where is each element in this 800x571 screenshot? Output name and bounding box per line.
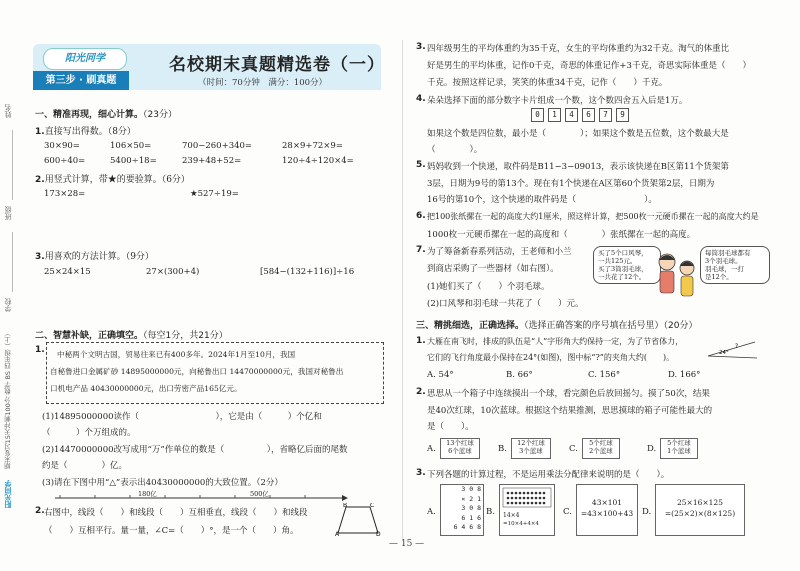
question-text: 1000枚一元硬币摞在一起的高度和（ ）张纸摞在一起的高度。 [427,230,696,240]
fill-blank: （ ）互相平行。量一量，∠C=（ ）°，是一个（ ）角。 [44,526,299,536]
choice-letter[interactable]: B. [498,444,507,454]
calc-line: 14×4 [503,512,520,519]
geese-angle-figure [705,336,760,362]
ball-box-d[interactable]: 5个红球 1个蓝球 [660,438,698,459]
box-line: 中秘两个文明古国，贸易往来已有400多年。2024年1月至10月，我国 [57,350,296,359]
choice-letter[interactable]: A. [427,507,436,517]
section-3-heading: 三、精挑细选，正确选择。（选择正确答案的序号填在括号里）（20分） [416,321,698,331]
question-text: 妈妈收到一个快递，取件码是B11−3−09013，表示该快递在B区第11个货架第 [427,162,729,172]
sidebar-line [12,130,13,200]
paper-title: 名校期末真题精选卷（一） [169,55,385,75]
choice-letter[interactable]: C. [563,507,572,517]
fill-blank: （ ）个万组成的。 [42,428,136,438]
page-number: — 15 — [389,539,425,549]
digit-card: 6 [582,108,595,122]
bubble-line: 一共125元。 [598,257,637,265]
calc-item: 173×28= [44,189,86,199]
choice-letter[interactable]: B. [486,507,495,517]
question-text: 16号的第10个，这个快递的取件码是（ ）。 [427,195,657,205]
calc-item: 30×90= [44,141,80,151]
question-text: 为了筹备新春系列活动，王老师和小兰 [427,247,572,257]
calc-option-b[interactable] [499,484,555,536]
school-label: 学校 [4,298,12,312]
box-line: 口机电产品 40430000000元，出口劳密产品165亿元。 [50,384,242,393]
question-text: （ ）。 [427,145,483,155]
svg-text:24°: 24° [719,350,729,356]
question-text: 3层，日期为9号的第13个。现在有1个快递在A区第60个货架第2层，日期为 [427,179,715,189]
svg-text:?: ? [735,343,739,350]
choice-option[interactable]: C. 156° [588,370,621,380]
box-line: 自秘鲁进口金属矿砂 14895000000元，向秘鲁出口 14470000000元，我国对秘鲁出 [50,367,344,376]
axis-label-180: 180亿 [138,490,157,498]
choice-letter[interactable]: D. [642,507,652,517]
question-2-2-number: 2. [35,506,45,516]
class-label: 班级 [4,206,12,220]
question-2-1-number: 1. [35,345,45,355]
svg-text:D: D [376,531,381,537]
calc-item: 28×9+72×9= [282,141,343,151]
question-1-1: 1.直接写出得数。（8分） [35,127,136,137]
choice-letter[interactable]: D. [647,444,657,454]
calc-item: 5400÷18= [110,156,157,166]
digit-card: 7 [599,108,612,122]
fill-blank: (3)请在下图中用“△”表示出40430000000的大致位置。（2分） [42,478,283,488]
question-2-5-number: 5. [416,160,426,170]
choice-option[interactable]: A. 54° [427,370,454,380]
fill-blank: 约是（ ）亿。 [42,461,128,471]
bubble-line: 一共花了12个。 [598,273,646,281]
question-text: (1)她们买了（ ）个羽毛球。 [427,282,550,292]
digit-card: 0 [531,108,544,122]
question-text: 到商店采购了一些器材（如右图）。 [427,264,559,274]
speech-bubble-student [700,246,770,284]
question-2-3-number: 3. [416,42,426,52]
choice-1-number: 1. [416,336,426,346]
choice-2-number: 2. [416,387,426,397]
calc-item: ★527÷19= [190,189,239,199]
calc-item: 25×24×15 [44,267,91,277]
number-line [50,489,350,503]
question-text: (2)口风琴和羽毛球一共花了（ ）元。 [427,299,584,309]
question-2-4-number: 4. [416,94,426,104]
digit-card: 9 [616,108,629,122]
calc-line: =43×100+43 [580,509,634,518]
trade-info-box [46,342,384,404]
question-text: 大雁在南飞时，排成的队伍是“人”字形角大约保持一定，为了节省体力， [427,337,684,346]
fill-blank: (1)14895000000读作（ ），它是由（ ）个亿和 [42,412,322,422]
calc-item: 239+48+52= [182,156,242,166]
question-text: 思思从一个箱子中连续摸出一个球，看完颜色后放回摇匀。摸了50次，结果 [427,389,710,399]
ball-box-b[interactable]: 12个红球 3个蓝球 [511,438,551,459]
question-text: 把100张纸摞在一起的高度大约1厘米，照这样计算，把500枚一元硬币摞在一起的高度大约是 [427,212,759,221]
calc-item: 700−260+340= [182,141,253,151]
ball-box-c[interactable]: 5个红球 2个蓝球 [582,438,620,459]
digit-card: 1 [548,108,561,122]
speech-bubble-teacher [593,246,661,284]
svg-text:B: B [343,503,348,509]
section-2-heading: 二、智慧补缺，正确填空。（每空1分，共21分） [35,331,228,341]
trapezoid-figure [334,503,382,537]
question-text: 好是男生的平均体重，记作0千克，奇思的体重记作+3千克，奇思实际体重是（ ） [427,61,751,71]
question-2-7-number: 7. [416,245,426,255]
dot-array-figure [502,487,552,509]
question-text: 它们的飞行角度最小保持在24°(如图)，图中标“?”的夹角大约( )。 [427,353,675,362]
step-badge: 第三步 · 刷真题 [33,71,129,90]
book-footer: 期末复习15天冲刺100分 数学 BS 四年级（上） [4,330,12,470]
choice-3-number: 3. [416,468,426,478]
choice-option[interactable]: B. 66° [506,370,533,380]
brand-logo: 阳光同学 [4,480,12,508]
bubble-line: 买了5个口风琴， [598,249,648,257]
calc-line: =10×4+4×4 [503,521,539,527]
question-2-6-number: 6. [416,211,426,221]
question-text: 是40次红球，10次蓝球。根据这个结果推测，思思摸球的箱子可能性最大的 [427,406,713,416]
paper-subtitle: （时间：70分钟 满分：100分） [198,78,328,88]
question-1-2: 2.用竖式计算，带★的要验算。（6分） [35,175,190,185]
characters-illustration [655,248,699,304]
fill-blank: 右图中，线段（ ）和线段（ ）互相垂直，线段（ ）和线段 [44,508,308,518]
axis-label-500: 500亿 [250,490,269,498]
digit-card: 4 [565,108,578,122]
ball-box-a[interactable]: 13个红球 6个蓝球 [440,438,480,459]
bubble-line: 是12个。 [705,273,733,281]
bubble-line: 羽毛球，一打 [705,265,744,273]
fill-blank: (2)14470000000改写成用“万”作单位的数是（ ），省略亿后面的尾数 [42,445,348,455]
choice-letter[interactable]: C. [569,444,578,454]
calc-line: 25×16×125 [677,498,723,507]
bubble-line: 买了3筒羽毛球， [598,265,648,273]
question-text: 下列各题的计算过程，不是运用乘法分配律来说明的是（ ）。 [427,470,670,480]
question-text: 如果这个数是四位数，最小是（ ）；如果这个数是五位数，这个数最大是 [427,129,729,139]
calc-item: 600÷40= [44,156,86,166]
section-1-heading: 一、精准再现，细心计算。（23分） [35,110,177,120]
choice-letter[interactable]: A. [427,444,436,454]
bubble-line: 3个羽毛球。 [705,257,742,265]
brand-logo: 阳光同学 [43,48,127,70]
calc-option-d[interactable] [655,484,745,536]
choice-option[interactable]: D. 166° [668,370,701,380]
calc-item: 27×(300+4) [146,267,200,277]
calc-item: 106×50= [110,141,152,151]
calc-line: 43×101 [591,498,623,507]
calc-option-a[interactable]: 3 0 8 × 2 1 3 0 8 6 1 6 6 4 6 8 [440,484,484,536]
calc-item: [584−(132+116)]÷16 [260,267,355,277]
calc-item: 120÷4÷120×4= [282,156,354,166]
paper-header [33,44,385,90]
svg-text:C: C [370,503,375,509]
name-label: 姓名 [4,104,12,118]
calc-line: =(25×2)×(8×125) [664,509,736,518]
sidebar-line [12,232,13,292]
question-1-3: 3.用喜欢的方法计算。（9分） [35,252,154,262]
bubble-line: 每筒羽毛球都有 [705,249,751,257]
question-text: 是（ ）。 [427,422,474,432]
column-divider [402,40,403,540]
svg-text:A: A [335,531,340,537]
calc-option-c[interactable] [576,484,638,536]
question-text: 四年级男生的平均体重约为35千克，女生的平均体重约为32千克。淘气的体重比 [427,44,730,54]
binding-sidebar [0,0,22,571]
question-text: 千克。按照这样记录，笑笑的体重34千克，记作（ ）千克。 [427,78,668,88]
question-text: 朵朵选择下面的部分数字卡片组成一个数，这个数四舍五入后是1万。 [427,96,688,106]
